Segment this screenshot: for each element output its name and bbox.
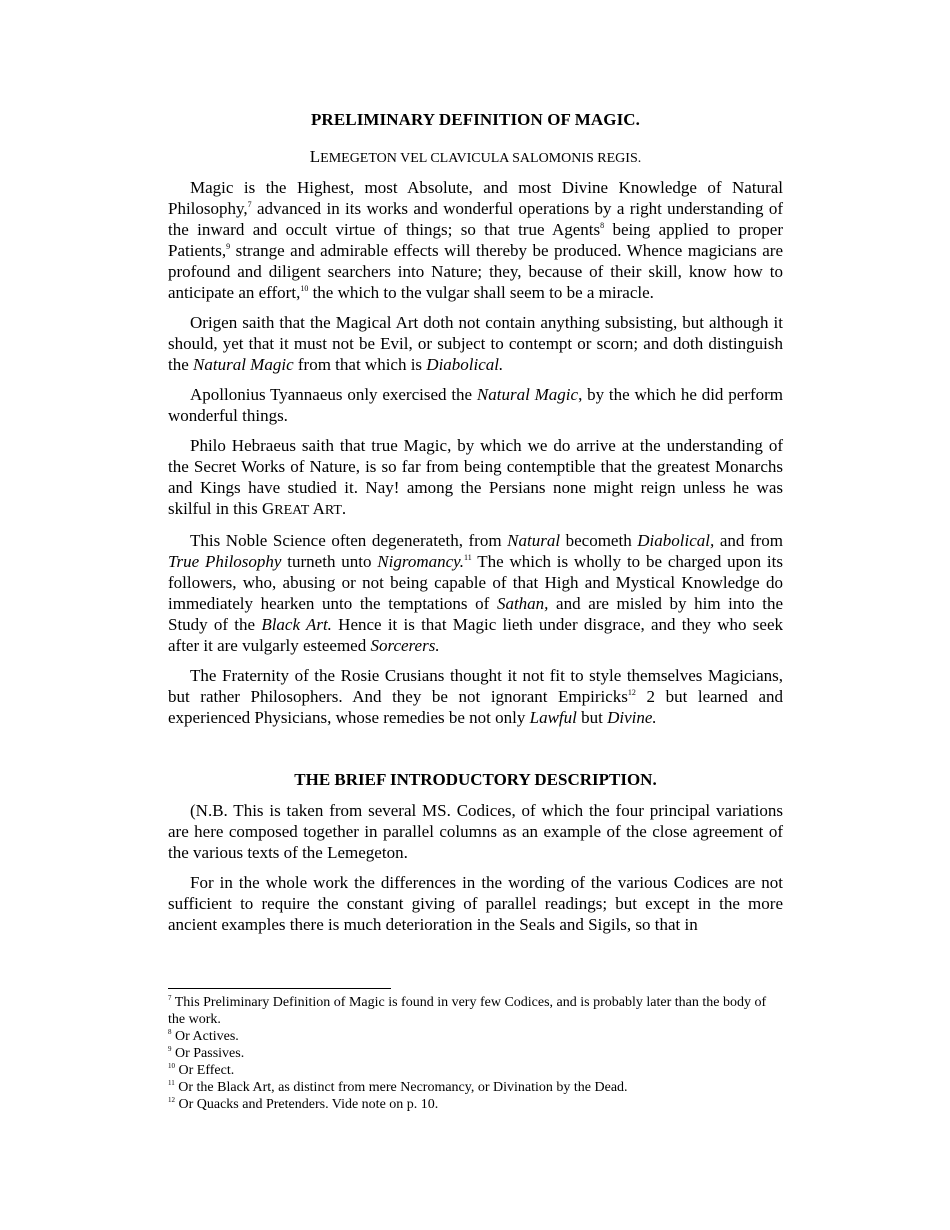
- italic-text: True Philosophy: [168, 552, 282, 571]
- paragraph-rosie-crusians: [168, 665, 783, 728]
- text: Hence it is that Magic lieth under disgrace, and they who seek after it are vulgarly esteemed: [168, 615, 783, 655]
- text: from that which is: [293, 355, 427, 374]
- footnote-ref-7[interactable]: 7: [247, 200, 252, 209]
- italic-text: Diabolical,: [637, 531, 715, 550]
- paragraph-noble-science: [168, 530, 783, 656]
- footnote-number: 11: [168, 1079, 175, 1087]
- small-caps-rest: REAT: [274, 503, 310, 518]
- text: Magic is the Highest, most Absolute, and most Divine Knowledge of Natural Philosophy,: [168, 178, 783, 218]
- paragraph-magic-definition: [168, 177, 783, 303]
- footnote-number: 12: [168, 1096, 175, 1104]
- subtitle-lemegeton: [168, 147, 783, 167]
- text: Origen saith that the Magical Art doth not contain anything subsisting, but although it should, yet that it must not be Evil, or subject to contempt or scorn; and doth distinguish the: [168, 313, 783, 374]
- footnote-12: [168, 1096, 783, 1113]
- italic-text: Black Art.: [261, 615, 332, 634]
- footnote-text: Or Effect.: [175, 1063, 235, 1078]
- text: and are misled by him into the Study of the: [168, 594, 784, 634]
- italic-text: Natural: [507, 531, 561, 550]
- small-caps-rest: RT: [324, 503, 342, 518]
- italic-text: Natural Magic: [193, 355, 294, 374]
- section-spacer: [168, 737, 783, 770]
- footnote-text: Or Passives.: [171, 1046, 245, 1061]
- section-title-preliminary: PRELIMINARY DEFINITION OF MAGIC.: [310, 110, 641, 129]
- italic-text: Natural Magic: [476, 385, 579, 404]
- italic-text: Sorcerers.: [370, 636, 440, 655]
- footnote-number: 9: [168, 1045, 172, 1053]
- paragraph-origen: [168, 312, 783, 375]
- text: , by the which he did perform wonderful things.: [168, 385, 783, 425]
- italic-text: Nigromancy.: [377, 552, 465, 571]
- italic-text: Diabolical.: [426, 355, 504, 374]
- footnote-number: 7: [168, 994, 172, 1002]
- footnote-9: [168, 1045, 783, 1062]
- text: (N.B. This is taken from several MS. Codices, of which the four principal variations are here composed together in parallel columns as an example of the close agreement of the various texts of the Lemegeton.: [168, 801, 783, 862]
- section-title-introductory: THE BRIEF INTRODUCTORY DESCRIPTION.: [294, 770, 657, 789]
- footnote-11: [168, 1079, 783, 1096]
- subtitle-initial: L: [309, 147, 321, 166]
- footnote-divider: [168, 988, 391, 989]
- text: The which is wholly to be charged upon its followers, who, abusing or not being capable of that High and Mystical Knowledge do immediately hearken unto the temptations of: [168, 552, 783, 613]
- paragraph-codices: [168, 872, 783, 935]
- text: .: [341, 499, 347, 518]
- footnote-ref-8[interactable]: 8: [600, 221, 605, 230]
- footnote-text: Or Actives.: [171, 1029, 239, 1044]
- footnote-text: Or Quacks and Pretenders. Vide note on p. 10.: [175, 1097, 439, 1112]
- footnote-8: [168, 1028, 783, 1045]
- text: strange and admirable effects will thereby be produced. Whence magicians are profound and diligent searchers into Nature; they, because of their skill, know how to anticipate an effort,: [168, 241, 783, 302]
- paragraph-apollonius: [168, 384, 783, 426]
- text: becometh: [560, 531, 638, 550]
- italic-text: Sathan,: [496, 594, 549, 613]
- paragraph-nb: [168, 800, 783, 863]
- text: turneth unto: [281, 552, 378, 571]
- small-caps-initial: A: [312, 499, 325, 518]
- footnote-ref-12[interactable]: 12: [627, 688, 636, 697]
- footnote-ref-9[interactable]: 9: [226, 242, 231, 251]
- footnote-number: 8: [168, 1028, 172, 1036]
- text: Philo Hebraeus saith that true Magic, by which we do arrive at the understanding of the Secret Works of Nature, is so far from being contemptible that the greatest Monarchs and Kings have studied it. Nay! among the Persians none might reign unless he was skilful in this: [168, 436, 783, 518]
- footnote-text: Or the Black Art, as distinct from mere Necromancy, or Divination by the Dead.: [174, 1080, 628, 1095]
- text: The Fraternity of the Rosie Crusians thought it not fit to style themselves Magicians, but rather Philosophers. And they be not ignorant Empiricks: [168, 666, 783, 706]
- text: but: [576, 708, 608, 727]
- text: 2 but learned and experienced Physicians, whose remedies be not only: [168, 687, 783, 727]
- text: being applied to proper Patients,: [168, 220, 783, 260]
- italic-text: Lawful: [529, 708, 577, 727]
- text: For in the whole work the differences in the wording of the various Codices are not sufficient to require the constant giving of parallel readings; but except in the more ancient examples there is much deterioration in the Seals and Sigils, so that in: [168, 873, 783, 934]
- text: and from: [714, 531, 783, 550]
- footnote-number: 10: [168, 1062, 175, 1070]
- subtitle-rest: EMEGETON VEL CLAVICULA SALOMONIS REGIS.: [320, 151, 642, 166]
- small-caps-initial: G: [261, 499, 275, 518]
- text: the which to the vulgar shall seem to be a miracle.: [308, 283, 654, 302]
- footnote-ref-10[interactable]: 10: [300, 284, 309, 293]
- footnote-10: [168, 1062, 783, 1079]
- paragraph-philo: [168, 435, 783, 521]
- footnote-ref-11[interactable]: 11: [464, 553, 472, 562]
- footnote-text: This Preliminary Definition of Magic is found in very few Codices, and is probably later than the body of the work.: [168, 995, 767, 1027]
- italic-text: Divine.: [607, 708, 657, 727]
- footnotes: [168, 994, 783, 1113]
- page-body: [168, 110, 783, 935]
- text: This Noble Science often degenerateth, from: [190, 531, 508, 550]
- footnote-7: [168, 994, 783, 1028]
- text: advanced in its works and wonderful operations by a right understanding of the inward and occult virtue of things; so that true Agents: [168, 199, 783, 239]
- text: Apollonius Tyannaeus only exercised the: [190, 385, 477, 404]
